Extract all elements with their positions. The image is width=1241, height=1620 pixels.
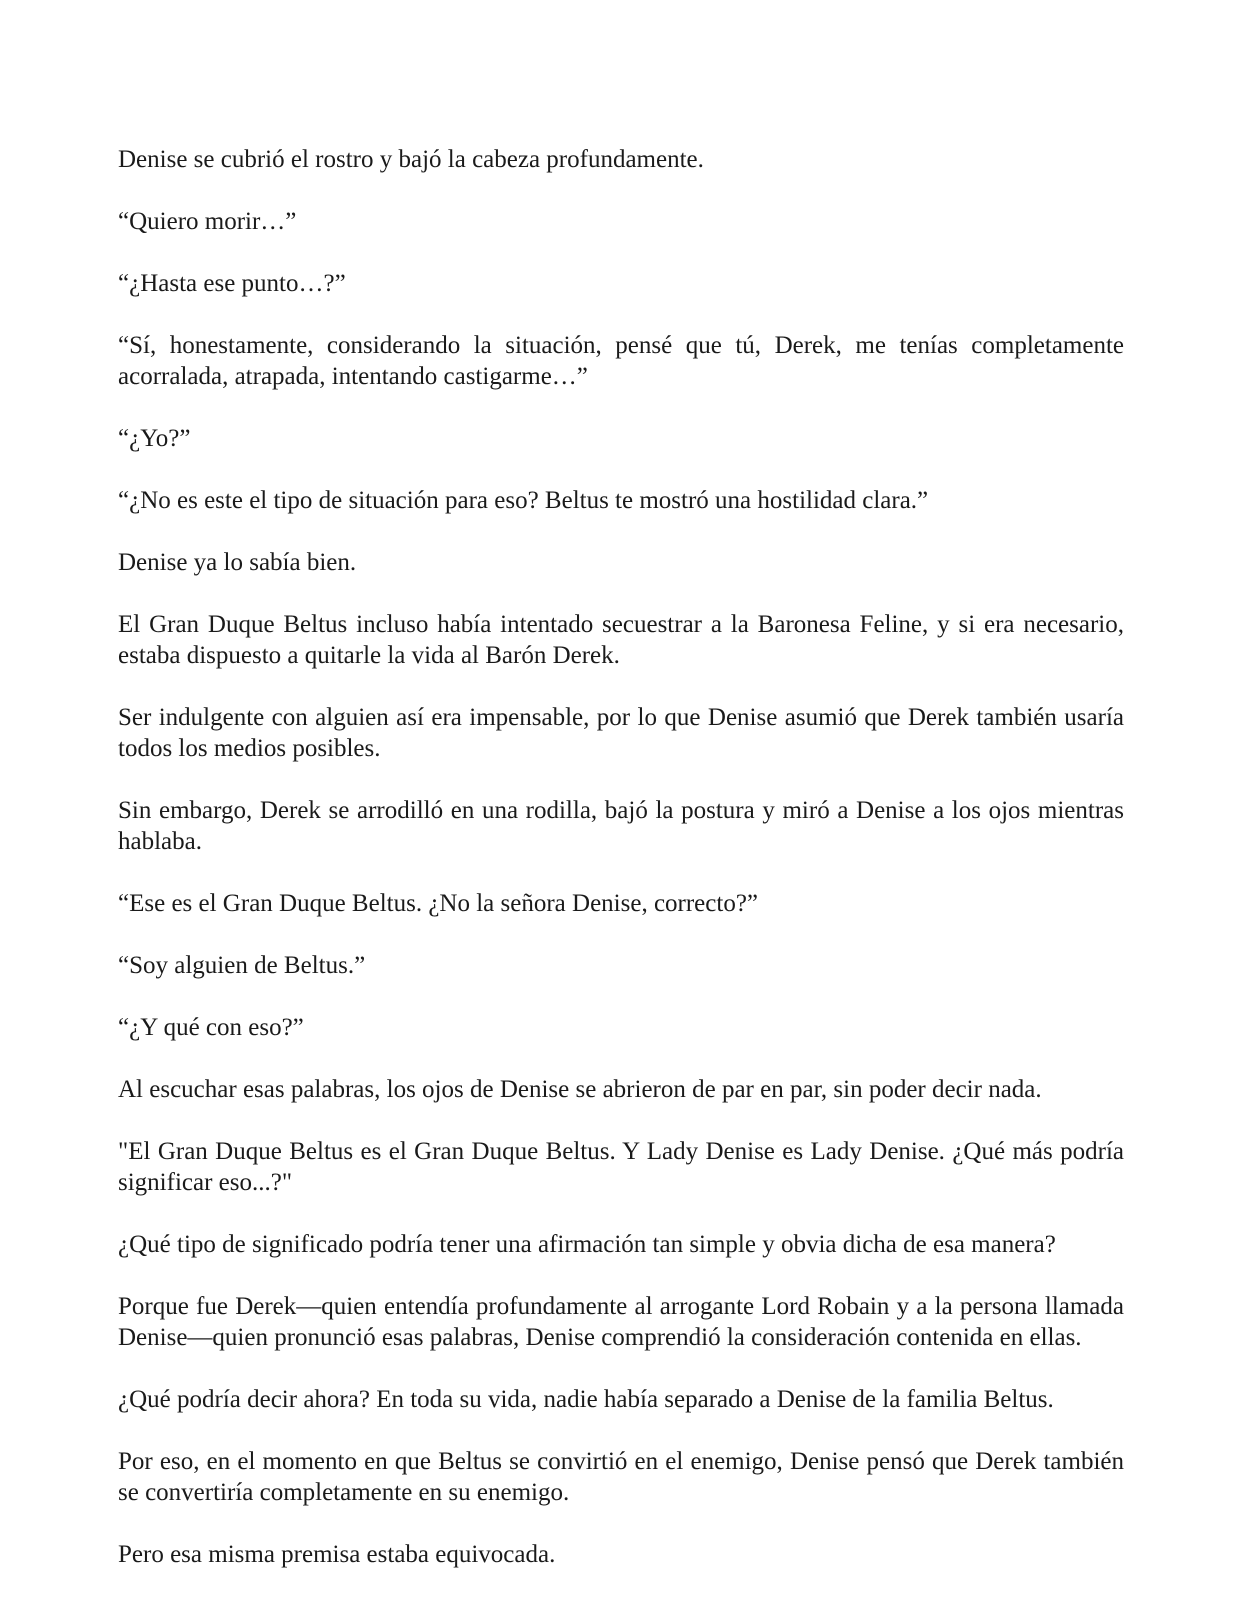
paragraph: Al escuchar esas palabras, los ojos de Denise se abrieron de par en par, sin poder decir nada.	[118, 1076, 1042, 1103]
paragraph: Por eso, en el momento en que Beltus se convirtió en el enemigo, Denise pensó que Derek también se convertiría completamente en su enemigo.	[118, 1448, 1124, 1506]
paragraph: Ser indulgente con alguien así era impensable, por lo que Denise asumió que Derek también usaría todos los medios posibles.	[118, 704, 1124, 762]
paragraph: “Soy alguien de Beltus.”	[118, 952, 366, 979]
paragraph: “¿No es este el tipo de situación para eso? Beltus te mostró una hostilidad clara.”	[118, 487, 929, 514]
paragraph: Pero esa misma premisa estaba equivocada.	[118, 1541, 556, 1568]
paragraph: “Sí, honestamente, considerando la situación, pensé que tú, Derek, me tenías completamente acorralada, atrapada, intentando castigarme…”	[118, 332, 1124, 390]
paragraph: Sin embargo, Derek se arrodilló en una rodilla, bajó la postura y miró a Denise a los ojos mientras hablaba.	[118, 797, 1124, 855]
paragraph: “¿Y qué con eso?”	[118, 1014, 304, 1041]
paragraph: “¿Hasta ese punto…?”	[118, 270, 346, 297]
paragraph: Porque fue Derek—quien entendía profundamente al arrogante Lord Robain y a la persona llamada Denise—quien pronunció esas palabras, Denise comprendió la consideración contenida en ellas.	[118, 1293, 1124, 1351]
document-body	[118, 144, 1124, 1570]
paragraph: ¿Qué podría decir ahora? En toda su vida, nadie había separado a Denise de la familia Beltus.	[118, 1386, 1054, 1413]
paragraph: El Gran Duque Beltus incluso había intentado secuestrar a la Baronesa Feline, y si era necesario, estaba dispuesto a quitarle la vida al Barón Derek.	[118, 611, 1124, 669]
paragraph: ¿Qué tipo de significado podría tener una afirmación tan simple y obvia dicha de esa manera?	[118, 1231, 1056, 1258]
paragraph: "El Gran Duque Beltus es el Gran Duque Beltus. Y Lady Denise es Lady Denise. ¿Qué más podría significar eso...?"	[118, 1138, 1124, 1196]
paragraph: Denise ya lo sabía bien.	[118, 549, 357, 576]
paragraph: “¿Yo?”	[118, 425, 191, 452]
paragraph: “Quiero morir…”	[118, 208, 297, 235]
paragraph: “Ese es el Gran Duque Beltus. ¿No la señora Denise, correcto?”	[118, 890, 759, 917]
paragraph: Denise se cubrió el rostro y bajó la cabeza profundamente.	[118, 146, 704, 173]
